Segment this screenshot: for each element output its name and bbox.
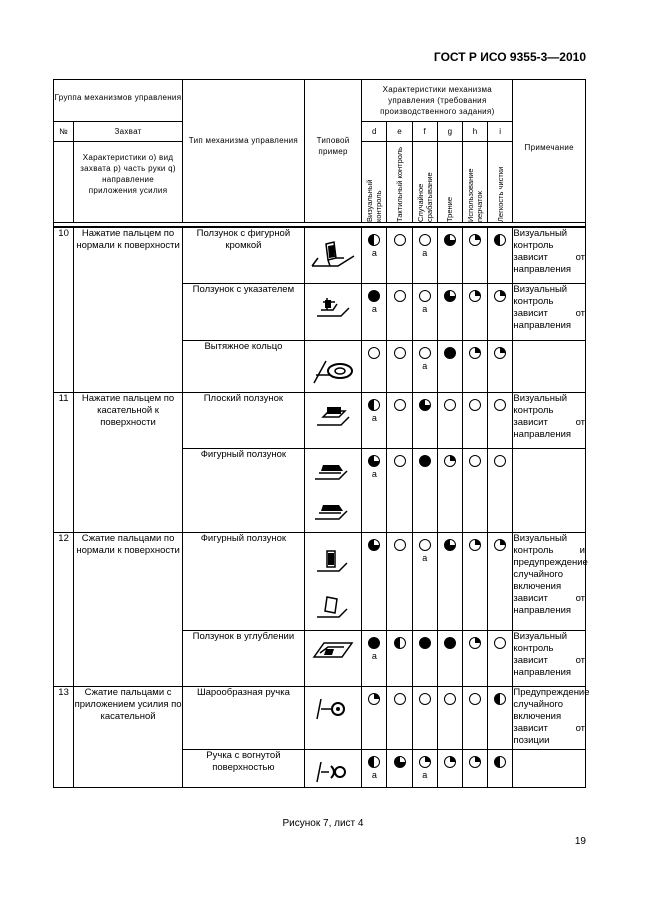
rating-empty-icon xyxy=(419,693,431,705)
control-type: Ползунок с фигурной кромкой xyxy=(182,227,304,284)
rating-half-icon xyxy=(494,234,506,246)
rating-full-icon xyxy=(444,347,456,359)
flat-slider-icon xyxy=(305,401,361,434)
rating-q1-icon xyxy=(368,693,380,705)
rating-q1-icon xyxy=(494,290,506,302)
rating-q1-icon xyxy=(444,455,456,467)
rating-q1-icon xyxy=(469,756,481,768)
rating-full-icon xyxy=(419,455,431,467)
rating-empty-icon xyxy=(394,455,406,467)
row-note: Визуальный контроль зависит от направления xyxy=(513,393,586,449)
rating-full-icon xyxy=(368,637,380,649)
rating-q1-icon xyxy=(419,756,431,768)
row-note xyxy=(513,449,586,533)
rating-mark: a xyxy=(371,247,377,258)
rating-mark: a xyxy=(422,553,428,563)
rating-q1-icon xyxy=(444,756,456,768)
rating-empty-icon xyxy=(419,290,431,302)
figured-slider-icon xyxy=(305,457,361,532)
rating-full-icon xyxy=(368,290,380,302)
col-label: Трение xyxy=(445,196,455,222)
control-type: Ползунок в углублении xyxy=(182,631,304,687)
table-row xyxy=(54,393,586,449)
ball-knob-icon xyxy=(305,695,361,724)
control-type: Плоский ползунок xyxy=(182,393,304,449)
rating-q3-icon xyxy=(444,290,456,302)
rating-mark: a xyxy=(422,247,428,258)
group-number: 10 xyxy=(54,227,74,393)
col-label: Визуальный контроль xyxy=(365,179,384,222)
rating-q3-icon xyxy=(444,539,456,551)
rating-mark: a xyxy=(371,770,377,780)
col-letter: h xyxy=(463,122,488,142)
characteristics-header: Характеристики механизма управления (требования производственного задания) xyxy=(380,85,495,116)
rating-q1-icon xyxy=(469,637,481,649)
col-letter: f xyxy=(412,122,437,142)
rating-mark: a xyxy=(422,361,428,371)
rating-q3-icon xyxy=(368,539,380,551)
characteristics-legend: Характеристики o) вид захвата p) часть руки q) направление приложения усилия xyxy=(80,153,176,195)
control-type: Вытяжное кольцо xyxy=(182,341,304,393)
rating-empty-icon xyxy=(394,234,406,246)
example-header: Типовой пример xyxy=(316,136,350,156)
rating-q3-icon xyxy=(394,756,406,768)
rating-empty-icon xyxy=(419,347,431,359)
rating-mark: a xyxy=(371,304,377,314)
table-row xyxy=(54,533,586,631)
row-note: Предупреждение случайного включения зависит от позиции xyxy=(513,687,586,750)
rating-empty-icon xyxy=(419,539,431,551)
rating-half-icon xyxy=(368,756,380,768)
rating-mark: a xyxy=(422,770,428,780)
figure-caption: Рисунок 7, лист 4 xyxy=(282,818,364,829)
rating-empty-icon xyxy=(494,399,506,411)
row-note: Визуальный контроль зависит от направления xyxy=(513,284,586,341)
figured-edge-slider-icon xyxy=(305,236,361,277)
rating-mark: a xyxy=(422,304,428,314)
rating-empty-icon xyxy=(394,539,406,551)
pointer-slider-icon xyxy=(305,292,361,325)
col-label: Тактильный контроль xyxy=(395,146,405,222)
control-type: Ручка с вогнутой поверхностью xyxy=(182,750,304,788)
row-note: Визуальный контроль зависит от направления xyxy=(513,631,586,687)
rating-q1-icon xyxy=(469,347,481,359)
rating-empty-icon xyxy=(444,399,456,411)
rating-mark: a xyxy=(371,469,377,479)
group-description: Нажатие пальцем по нормали к поверхности xyxy=(74,227,183,393)
rating-mark: a xyxy=(371,413,377,423)
rating-empty-icon xyxy=(419,234,431,246)
col-label: Легкость чистки xyxy=(495,166,505,222)
col-label: Случайное срабатывание xyxy=(415,172,434,222)
concave-knob-icon xyxy=(305,758,361,787)
rating-empty-icon xyxy=(494,637,506,649)
rating-q1-icon xyxy=(469,234,481,246)
rating-empty-icon xyxy=(368,347,380,359)
control-type: Фигурный ползунок xyxy=(182,449,304,533)
table-row xyxy=(54,227,586,284)
row-note: Визуальный контроль зависит от направления xyxy=(513,227,586,284)
group-description: Нажатие пальцем по касательной к поверхности xyxy=(74,393,183,533)
rating-full-icon xyxy=(419,637,431,649)
figured-slider-grip-icon xyxy=(305,541,361,628)
rating-empty-icon xyxy=(494,455,506,467)
group-header: Группа механизмов управления xyxy=(54,93,182,102)
page-number: 19 xyxy=(574,836,586,847)
row-note xyxy=(513,341,586,393)
rating-q1-icon xyxy=(469,539,481,551)
rating-q1-icon xyxy=(494,347,506,359)
col-letter: g xyxy=(437,122,462,142)
rating-empty-icon xyxy=(469,399,481,411)
group-number: 12 xyxy=(54,533,74,687)
standard-number: ГОСТ Р ИСО 9355-3—2010 xyxy=(433,50,586,64)
control-type: Шарообразная ручка xyxy=(182,687,304,750)
type-header: Тип механизма управления xyxy=(188,136,299,145)
col-letter: d xyxy=(362,122,387,142)
rating-half-icon xyxy=(394,637,406,649)
rating-empty-icon xyxy=(444,693,456,705)
row-note: Визуальный контроль и предупреждение случайного включения зависит от направления xyxy=(513,533,586,631)
pull-ring-icon xyxy=(305,349,361,392)
col-letter: i xyxy=(488,122,513,142)
group-number: 13 xyxy=(54,687,74,788)
rating-q3-icon xyxy=(444,234,456,246)
rating-half-icon xyxy=(368,234,380,246)
rating-q1-icon xyxy=(469,290,481,302)
group-description: Сжатие пальцами с приложением усилия по касательной xyxy=(74,687,183,788)
rating-half-icon xyxy=(494,756,506,768)
col-letter: e xyxy=(387,122,412,142)
rating-full-icon xyxy=(444,637,456,649)
rating-empty-icon xyxy=(469,455,481,467)
rating-half-icon xyxy=(368,399,380,411)
rating-empty-icon xyxy=(394,399,406,411)
rating-empty-icon xyxy=(469,693,481,705)
note-header: Примечание xyxy=(524,143,574,152)
rating-q3-icon xyxy=(368,455,380,467)
control-type: Ползунок с указателем xyxy=(182,284,304,341)
group-number: 11 xyxy=(54,393,74,533)
number-header: № xyxy=(59,127,69,136)
rating-q1-icon xyxy=(494,539,506,551)
rating-q3-icon xyxy=(419,399,431,411)
grip-header: Захват xyxy=(114,127,142,136)
rating-empty-icon xyxy=(394,693,406,705)
rating-mark: a xyxy=(371,651,377,661)
controls-table xyxy=(53,79,590,788)
col-label: Использование перчаток xyxy=(466,168,485,222)
control-type: Фигурный ползунок xyxy=(182,533,304,631)
rating-empty-icon xyxy=(394,290,406,302)
group-description: Сжатие пальцами по нормали к поверхности xyxy=(74,533,183,687)
recessed-slider-icon xyxy=(305,639,361,666)
rating-empty-icon xyxy=(394,347,406,359)
rating-half-icon xyxy=(494,693,506,705)
row-note xyxy=(513,750,586,788)
table-row xyxy=(54,687,586,750)
